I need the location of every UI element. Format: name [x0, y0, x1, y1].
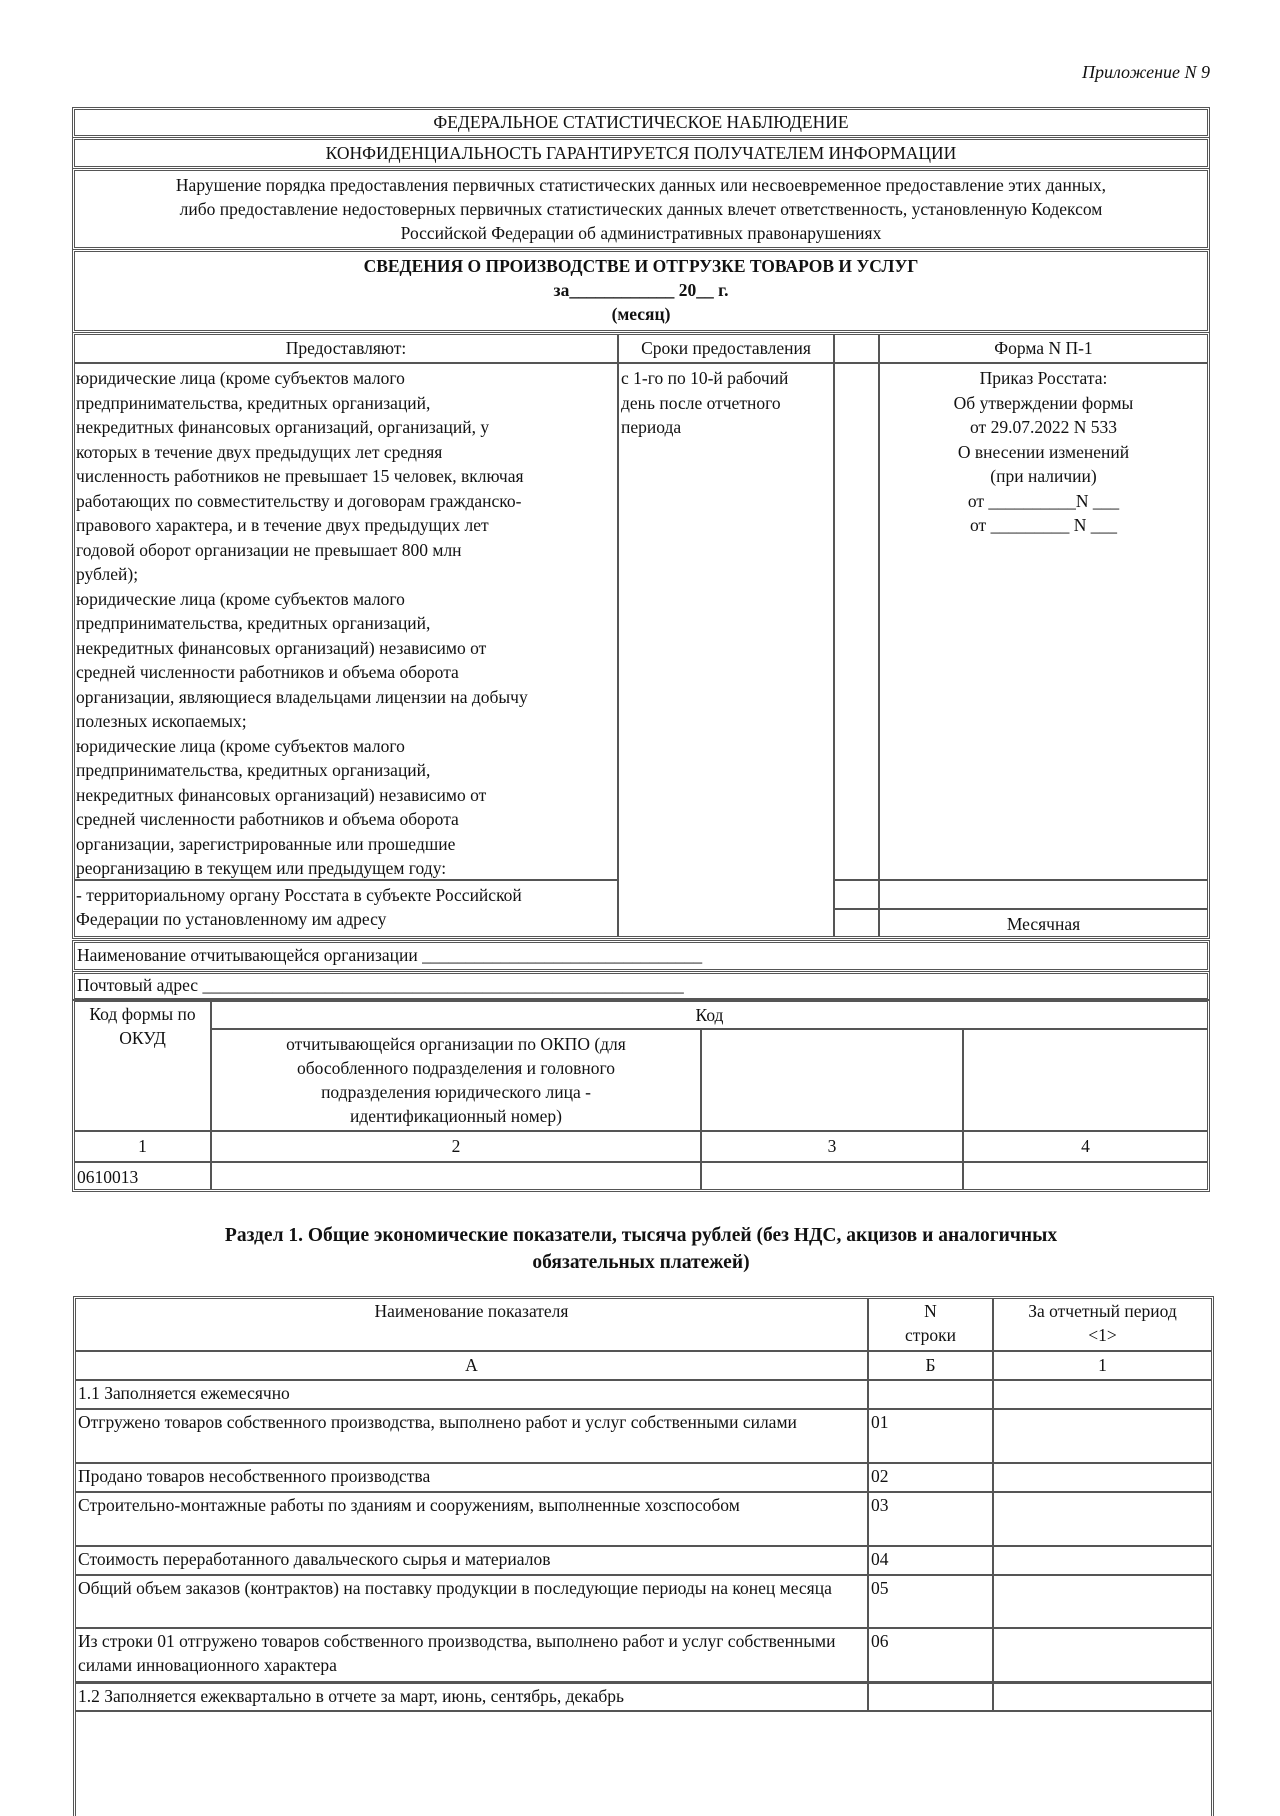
- providers-line: правового характера, и в течение двух предыдущих лет: [76, 515, 489, 535]
- organization-name-field[interactable]: ________________________________: [422, 945, 703, 965]
- line-number-header-line: строки: [905, 1325, 956, 1345]
- organization-name-label: Наименование отчитывающейся организации: [77, 945, 418, 965]
- okud-code-value: 0610013: [77, 1167, 139, 1187]
- period-value-field[interactable]: [994, 1576, 1209, 1600]
- providers-line: реорганизацию в текущем или предыдущем году:: [76, 858, 447, 878]
- code-field-4[interactable]: [964, 1165, 1207, 1189]
- deadline-text: [621, 366, 831, 440]
- providers-line: некредитных финансовых организаций) независимо от: [76, 637, 487, 658]
- providers-line: средней численности работников и объема оборота: [76, 662, 459, 682]
- providers-header: Предоставляют:: [285, 338, 407, 358]
- providers-line: юридические лица (кроме субъектов малого: [76, 735, 405, 756]
- indicator-name: Общий объем заказов (контрактов) на поставку продукции в последующие периоды на конец месяца: [78, 1578, 832, 1598]
- form-title: СВЕДЕНИЯ О ПРОИЗВОДСТВЕ И ОТГРУЗКЕ ТОВАРОВ И УСЛУГ: [363, 256, 919, 276]
- period-year-field[interactable]: 20__ г.: [678, 280, 729, 300]
- indicator-name: Стоимость переработанного давальческого сырья и материалов: [78, 1549, 551, 1569]
- order-line: от _________ N ___: [970, 515, 1117, 535]
- period-value-header-line: За отчетный период: [1028, 1301, 1177, 1321]
- line-number: 03: [871, 1495, 889, 1515]
- providers-line: рублей);: [76, 564, 139, 584]
- period-value-field[interactable]: [994, 1464, 1209, 1488]
- order-line: Приказ Росстата:: [979, 368, 1108, 388]
- period-value-field[interactable]: [994, 1547, 1209, 1571]
- deadline-line: периода: [621, 417, 682, 437]
- col-number-2: 2: [451, 1136, 461, 1156]
- col-number-1: 1: [138, 1136, 147, 1156]
- order-line: Об утверждении формы: [953, 392, 1134, 413]
- providers-line: предпринимательства, кредитных организаций,: [76, 760, 431, 780]
- period-value-field[interactable]: [994, 1684, 1209, 1708]
- recipient-line: Федерации по установленному им адресу: [76, 909, 387, 929]
- indicator-name: Отгружено товаров собственного производства, выполнено работ и услуг собственными силами: [78, 1412, 797, 1432]
- line-number-header-line: N: [924, 1301, 937, 1321]
- section1-title-line: Раздел 1. Общие экономические показатели, тысяча рублей (без НДС, акцизов и аналогичных: [224, 1225, 1058, 1246]
- organization-name-row: [72, 940, 1210, 972]
- federal-observation-banner: [72, 107, 1210, 138]
- line-number: 02: [871, 1466, 889, 1486]
- annex-label: Приложение N 9: [1081, 62, 1210, 82]
- providers-line: некредитных финансовых организаций, организаций, у: [76, 417, 490, 437]
- col-number-3: 3: [827, 1136, 837, 1156]
- line-number: 04: [871, 1549, 889, 1569]
- period-value-header: [994, 1299, 1211, 1347]
- rosstat-order-text: [880, 366, 1207, 538]
- recipient-text: [76, 883, 616, 931]
- providers-line: полезных ископаемых;: [76, 711, 247, 731]
- indicator-name: Строительно-монтажные работы по зданиям и сооружениям, выполненные хозспособом: [78, 1495, 740, 1515]
- deadlines-header: Сроки предоставления: [641, 338, 811, 358]
- order-line: О внесении изменений: [957, 441, 1130, 462]
- period-value-field[interactable]: [994, 1493, 1209, 1517]
- okpo-header: [212, 1032, 700, 1128]
- okpo-header-line: подразделения юридического лица -: [321, 1082, 591, 1102]
- confidentiality-banner: [72, 137, 1210, 169]
- period-prefix: за: [553, 280, 570, 300]
- line-number-header: [869, 1299, 992, 1347]
- recipient-line: - территориальному органу Росстата в субъекте Российской: [76, 885, 522, 905]
- postal-address-row: [72, 971, 1210, 1001]
- indicator-name: Продано товаров несобственного производства: [78, 1466, 431, 1486]
- providers-text: [76, 366, 616, 881]
- warning-line: либо предоставление недостоверных первичных статистических данных влечет ответственность, установленную Кодексом: [179, 199, 1103, 219]
- providers-line: юридические лица (кроме субъектов малого: [76, 368, 405, 388]
- reporting-period: [75, 278, 1207, 302]
- legal-warning-box: [72, 168, 1210, 250]
- col-letter-b: Б: [925, 1355, 936, 1375]
- indicator-name: Из строки 01 отгружено товаров собственного производства, выполнено работ и услуг собственными силами инновационного характера: [78, 1631, 836, 1675]
- okpo-header-line: идентификационный номер): [349, 1106, 563, 1126]
- periodicity-label: Месячная: [1006, 914, 1081, 934]
- providers-line: организации, зарегистрированные или прошедшие: [76, 833, 456, 854]
- deadline-line: с 1-го по 10-й рабочий: [621, 368, 789, 388]
- providers-line: численность работников не превышает 15 человек, включая: [76, 466, 524, 486]
- providers-line: предпринимательства, кредитных организаций,: [76, 613, 431, 633]
- warning-line: Российской Федерации об административных правонарушениях: [400, 223, 882, 243]
- form-title-box: [72, 249, 1210, 333]
- providers-line: юридические лица (кроме субъектов малого: [76, 588, 405, 609]
- col-letter-1: 1: [1098, 1355, 1107, 1375]
- line-number: 05: [871, 1578, 889, 1598]
- line-number: 06: [871, 1631, 889, 1651]
- warning-line: Нарушение порядка предоставления первичных статистических данных или несвоевременное предоставление этих данных,: [175, 175, 1107, 195]
- period-note: (месяц): [611, 304, 671, 324]
- deadline-line: день после отчетного: [621, 392, 781, 413]
- postal-address-label: Почтовый адрес: [77, 975, 199, 995]
- order-line: от __________N ___: [967, 490, 1120, 511]
- line-number: 01: [871, 1412, 889, 1432]
- okud-header: Код формы по ОКУД: [89, 1004, 196, 1048]
- order-line: от 29.07.2022 N 533: [970, 417, 1117, 437]
- confidentiality-text: КОНФИДЕНЦИАЛЬНОСТЬ ГАРАНТИРУЕТСЯ ПОЛУЧАТЕЛЕМ ИНФОРМАЦИИ: [325, 143, 957, 163]
- section1-title: [72, 1222, 1210, 1276]
- period-month-field[interactable]: ____________: [569, 280, 675, 300]
- okpo-header-line: отчитывающейся организации по ОКПО (для: [286, 1034, 626, 1054]
- period-value-field[interactable]: [994, 1629, 1209, 1653]
- providers-line: которых в течение двух предыдущих лет средняя: [76, 441, 443, 462]
- period-value-field[interactable]: [994, 1410, 1209, 1434]
- providers-line: работающих по совместительству и договорам гражданско-: [76, 490, 522, 511]
- postal-address-field[interactable]: _______________________________________________________: [202, 975, 684, 995]
- code-field-3[interactable]: [702, 1165, 962, 1189]
- indicator-name: 1.2 Заполняется ежеквартально в отчете за март, июнь, сентябрь, декабрь: [78, 1686, 624, 1706]
- providers-line: средней численности работников и объема оборота: [76, 809, 459, 829]
- providers-line: некредитных финансовых организаций) независимо от: [76, 784, 487, 805]
- indicator-name-header: Наименование показателя: [374, 1301, 569, 1321]
- okpo-code-field[interactable]: [212, 1165, 700, 1189]
- col-number-4: 4: [1081, 1136, 1090, 1156]
- col-letter-a: А: [465, 1355, 478, 1375]
- period-value-field[interactable]: [994, 1381, 1209, 1405]
- providers-line: предпринимательства, кредитных организаций,: [76, 392, 431, 413]
- providers-line: организации, являющиеся владельцами лицензии на добычу: [76, 686, 528, 707]
- providers-line: годовой оборот организации не превышает 800 млн: [76, 539, 462, 560]
- indicator-name: 1.1 Заполняется ежемесячно: [78, 1383, 290, 1403]
- code-header: Код: [695, 1005, 724, 1025]
- okpo-header-line: обособленного подразделения и головного: [297, 1058, 615, 1078]
- order-line: (при наличии): [990, 466, 1097, 486]
- period-value-header-line: <1>: [1088, 1325, 1117, 1345]
- form-number-header: Форма N П-1: [994, 338, 1093, 358]
- federal-observation-text: ФЕДЕРАЛЬНОЕ СТАТИСТИЧЕСКОЕ НАБЛЮДЕНИЕ: [433, 112, 849, 132]
- section1-title-line: обязательных платежей): [532, 1252, 750, 1273]
